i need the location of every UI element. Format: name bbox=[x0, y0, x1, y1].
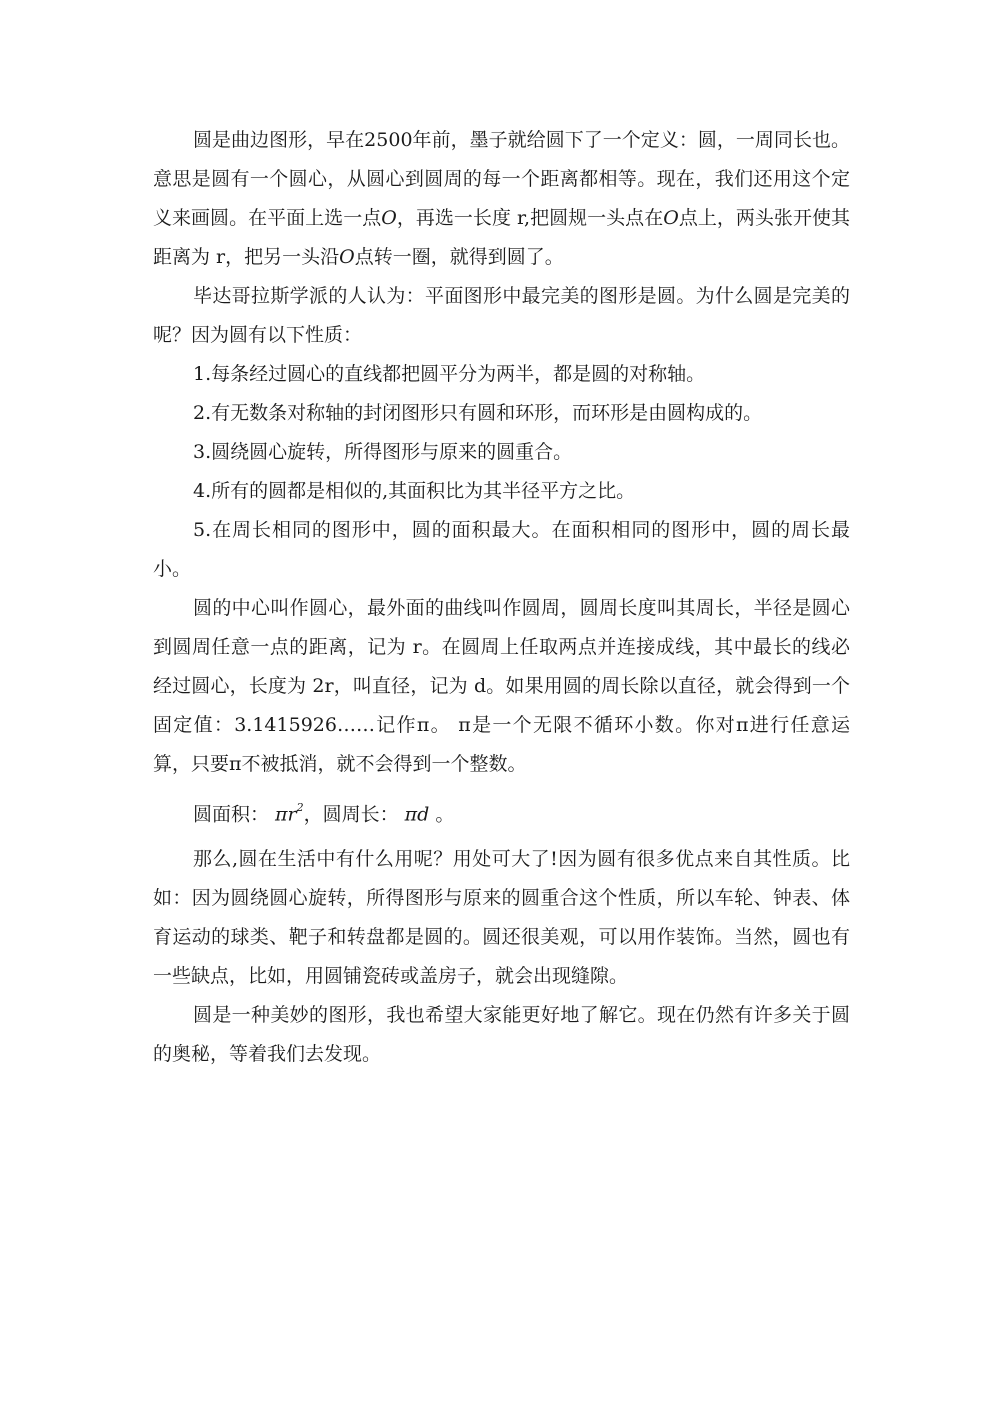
text-run: 2.有无数条对称轴的封闭图形只有圆和环形，而环形是由圆构成的。 bbox=[193, 402, 763, 424]
document-body bbox=[153, 121, 850, 1074]
paragraph-p11 bbox=[153, 996, 850, 1074]
text-run: ，圆周长： bbox=[303, 803, 405, 826]
paragraph-p7 bbox=[153, 511, 850, 589]
text-run: 5.在周长相同的图形中，圆的面积最大。在面积相同的图形中，圆的周长最小。 bbox=[153, 519, 850, 580]
text-run: 圆面积： bbox=[193, 803, 276, 826]
paragraph-p2 bbox=[153, 277, 850, 355]
text-run: 毕达哥拉斯学派的人认为：平面图形中最完美的图形是圆。为什么圆是完美的呢？因为圆有以下性质： bbox=[153, 285, 850, 346]
paragraph-p6 bbox=[153, 472, 850, 511]
math-symbol: πr bbox=[275, 803, 297, 826]
math-symbol: O bbox=[339, 246, 355, 268]
text-run: 那么,圆在生活中有什么用呢？用处可大了!因为圆有很多优点来自其性质。比如：因为圆绕圆心旋转，所得图形与原来的圆重合这个性质，所以车轮、钟表、体育运动的球类、靶子和转盘都是圆的。圆还很美观，可以用作装饰。当然，圆也有一些缺点，比如，用圆铺瓷砖或盖房子，就会出现缝隙。 bbox=[153, 848, 850, 988]
paragraph-p8 bbox=[153, 589, 850, 784]
text-run: 点上，两头张开使其距离为 r，把另一头沿 bbox=[153, 207, 850, 268]
math-symbol: O bbox=[663, 207, 679, 229]
math-symbol: πd bbox=[404, 803, 430, 826]
text-run: 1.每条经过圆心的直线都把圆平分为两半，都是圆的对称轴。 bbox=[193, 363, 706, 385]
math-symbol: 2 bbox=[296, 801, 304, 814]
math-symbol: O bbox=[381, 207, 397, 229]
text-run: 3.圆绕圆心旋转，所得图形与原来的圆重合。 bbox=[193, 441, 573, 463]
text-run: 圆是曲边图形，早在2500年前，墨子就给圆下了一个定义：圆，一周同长也。意思是圆有一个圆心，从圆心到圆周的每一个距离都相等。现在，我们还用这个定义来画圆。在平面上选一点 bbox=[153, 129, 850, 229]
text-run: 4.所有的圆都是相似的,其面积比为其半径平方之比。 bbox=[193, 480, 636, 502]
paragraph-p3 bbox=[153, 355, 850, 394]
paragraph-p10 bbox=[153, 840, 850, 996]
text-run: 圆的中心叫作圆心，最外面的曲线叫作圆周，圆周长度叫其周长，半径是圆心到圆周任意一点的距离，记为 r。在圆周上任取两点并连接成线，其中最长的线必经过圆心，长度为 2r，叫直径，记为 d。如果用圆的周长除以直径，就会得到一个固定值：3.1415926……记作π。 π是一个无限不循环小数。你对π进行任意运算，只要π不被抵消，就不会得到一个整数。 bbox=[153, 597, 850, 775]
text-run: ，再选一长度 r,把圆规一头点在 bbox=[396, 207, 664, 229]
paragraph-p5 bbox=[153, 433, 850, 472]
text-run: 点转一圈，就得到圆了。 bbox=[354, 246, 564, 268]
paragraph-p1 bbox=[153, 121, 850, 277]
paragraph-p4 bbox=[153, 394, 850, 433]
paragraph-p9 bbox=[153, 790, 850, 834]
text-run: 。 bbox=[429, 803, 455, 826]
text-run: 圆是一种美妙的图形，我也希望大家能更好地了解它。现在仍然有许多关于圆的奥秘，等着我们去发现。 bbox=[153, 1004, 850, 1066]
